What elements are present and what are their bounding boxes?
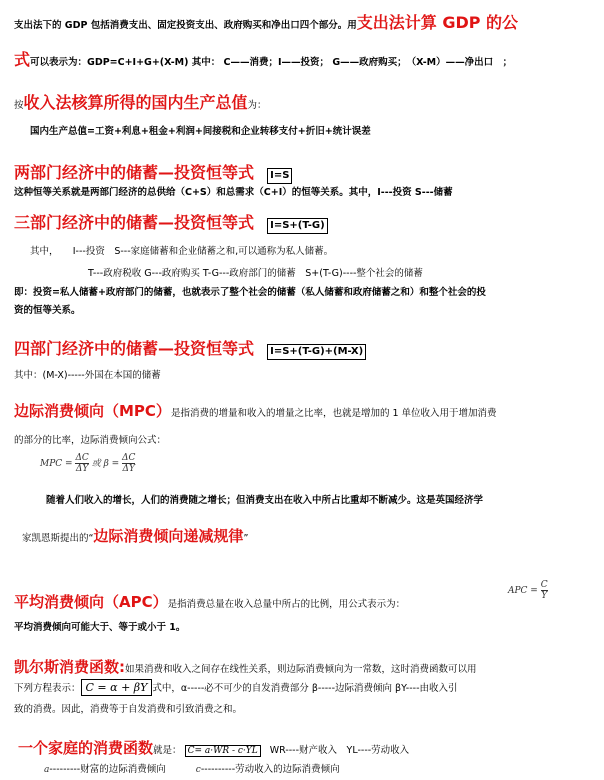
family-line xyxy=(18,737,409,758)
family-formula-box: C= a·WR - c·YL xyxy=(185,745,261,757)
income-suffix: 为： xyxy=(247,100,267,111)
keynes-line1 xyxy=(14,656,477,677)
mpc-text1: 是指消费的增量和收入的增量之比率，也就是增加的 1 单位收入用于增加消费 xyxy=(170,408,497,419)
expenditure-heading-cont: 式 xyxy=(14,50,31,69)
four-sector-heading: 四部门经济中的储蓄—投资恒等式 xyxy=(14,339,255,358)
three-sector-identity-box: I=S+(T-G) xyxy=(267,218,328,234)
c-symbol: c xyxy=(195,765,201,775)
beta-fraction xyxy=(122,453,135,474)
four-sector-identity-box: I=S+(T-G)+(M-X) xyxy=(267,344,366,360)
three-sector-line3: 即：投资=私人储蓄+政府部门的储蓄，也就表示了整个社会的储蓄（私人储蓄和政府储蓄之和）和整个社会的投 xyxy=(14,287,486,298)
mpc-heading: 边际消费倾向（MPC） xyxy=(14,402,171,420)
mpc-formula xyxy=(40,453,135,474)
three-sector-line2: T---政府税收 G---政府购买 T-G---政府部门的储蓄 S+(T-G)----整个社会的储蓄 xyxy=(88,268,423,279)
mpc-fraction-den: ΔY xyxy=(75,464,89,474)
apc-heading: 平均消费倾向（APC） xyxy=(14,593,168,611)
mpc-law-text: 随着人们收入的增长，人们的消费随之增长；但消费支出在收入中所占比重却不断减少。这是英国经济学 xyxy=(46,495,484,506)
mpc-law-line2 xyxy=(22,525,248,546)
consumption-function-box: C = α + βY xyxy=(81,679,153,696)
four-sector-desc: 其中：(M-X)-----外国在本国的储蓄 xyxy=(14,370,161,381)
mpc-fraction-num: ΔC xyxy=(75,453,89,463)
family-suffix: 就是： xyxy=(153,745,182,756)
keynes-text3: 致的消费。因此，消费等于自发消费和引致消费之和。 xyxy=(14,704,243,715)
two-sector-heading: 两部门经济中的储蓄—投资恒等式 xyxy=(14,163,255,182)
intro-text: 支出法下的 GDP 包括消费支出、固定投资支出、政府购买和净出口四个部分。用 xyxy=(14,20,357,31)
family-legend1: WR----财产收入 YL----劳动收入 xyxy=(269,745,410,756)
mpc-formula-lhs: MPC = xyxy=(40,459,73,469)
apc-note: 平均消费倾向可能大于、等于或小于 1。 xyxy=(14,622,186,633)
a-desc: ---------财富的边际消费倾向 xyxy=(49,764,166,775)
apc-fraction-den: Y xyxy=(541,591,548,601)
mpc-law-prefix: 家凯恩斯提出的“ xyxy=(22,533,94,544)
beta-fraction-den: ΔY xyxy=(122,464,135,474)
apc-fraction xyxy=(541,580,548,601)
keynes-line2 xyxy=(14,679,458,696)
apc-formula-lhs: APC = xyxy=(508,586,538,596)
three-sector-heading: 三部门经济中的储蓄—投资恒等式 xyxy=(14,213,255,232)
two-sector-heading-row xyxy=(14,160,292,184)
beta-fraction-num: ΔC xyxy=(122,453,136,463)
expenditure-heading: 支出法计算 GDP 的公 xyxy=(356,13,519,32)
gdp-formula: 可以表示为：GDP=C+I+G+(X-M) 其中： C——消费；I——投资； G——政府购买； （X-M）——净出口 ； xyxy=(30,57,513,68)
mpc-line1 xyxy=(14,400,497,421)
income-approach-line xyxy=(14,90,267,113)
apc-formula xyxy=(508,580,548,601)
a-symbol: a xyxy=(44,765,50,775)
three-sector-heading-row xyxy=(14,210,328,234)
mpc-formula-mid: 或 β = xyxy=(91,459,120,469)
gdp-expenditure-intro xyxy=(14,10,518,33)
income-prefix: 按 xyxy=(14,100,24,111)
apc-fraction-num: C xyxy=(540,580,548,590)
keynes-text1: 如果消费和收入之间存在线性关系，则边际消费倾向为一常数，这时消费函数可以用 xyxy=(125,664,477,675)
keynes-text2-suffix: 式中，α-----必不可少的自发消费部分 β-----边际消费倾向 βY----由收入引 xyxy=(152,683,458,694)
two-sector-identity-box: I=S xyxy=(267,168,292,184)
income-formula: 国内生产总值=工资+利息+租金+利润+间接税和企业转移支付+折旧+统计误差 xyxy=(30,126,371,137)
mpc-text2: 的部分的比率，边际消费倾向公式： xyxy=(14,435,167,446)
gdp-formula-line xyxy=(14,47,512,70)
family-heading: 一个家庭的消费函数 xyxy=(18,739,154,757)
three-sector-line1: 其中， I---投资 S---家庭储蓄和企业储蓄之和,可以通称为私人储蓄。 xyxy=(30,246,334,257)
apc-text: 是指消费总量在收入总量中所占的比例，用公式表示为： xyxy=(167,599,406,610)
four-sector-heading-row xyxy=(14,336,366,360)
three-sector-line4: 资的恒等关系。 xyxy=(14,305,81,316)
mpc-fraction xyxy=(75,453,88,474)
keynes-heading: 凯尔斯消费函数: xyxy=(14,658,125,676)
keynes-text2-prefix: 下列方程表示： xyxy=(14,683,81,694)
two-sector-desc: 这种恒等关系就是两部门经济的总供给（C+S）和总需求（C+I）的恒等关系。其中，I---投资 S---储蓄 xyxy=(14,187,453,198)
diminishing-mpc-heading: 边际消费倾向递减规律 xyxy=(93,527,244,545)
mpc-law-suffix: ” xyxy=(243,533,249,544)
c-desc: ----------劳动收入的边际消费倾向 xyxy=(200,764,340,775)
family-legend2 xyxy=(44,761,340,775)
apc-line xyxy=(14,591,405,612)
income-heading: 收入法核算所得的国内生产总值 xyxy=(23,93,248,112)
